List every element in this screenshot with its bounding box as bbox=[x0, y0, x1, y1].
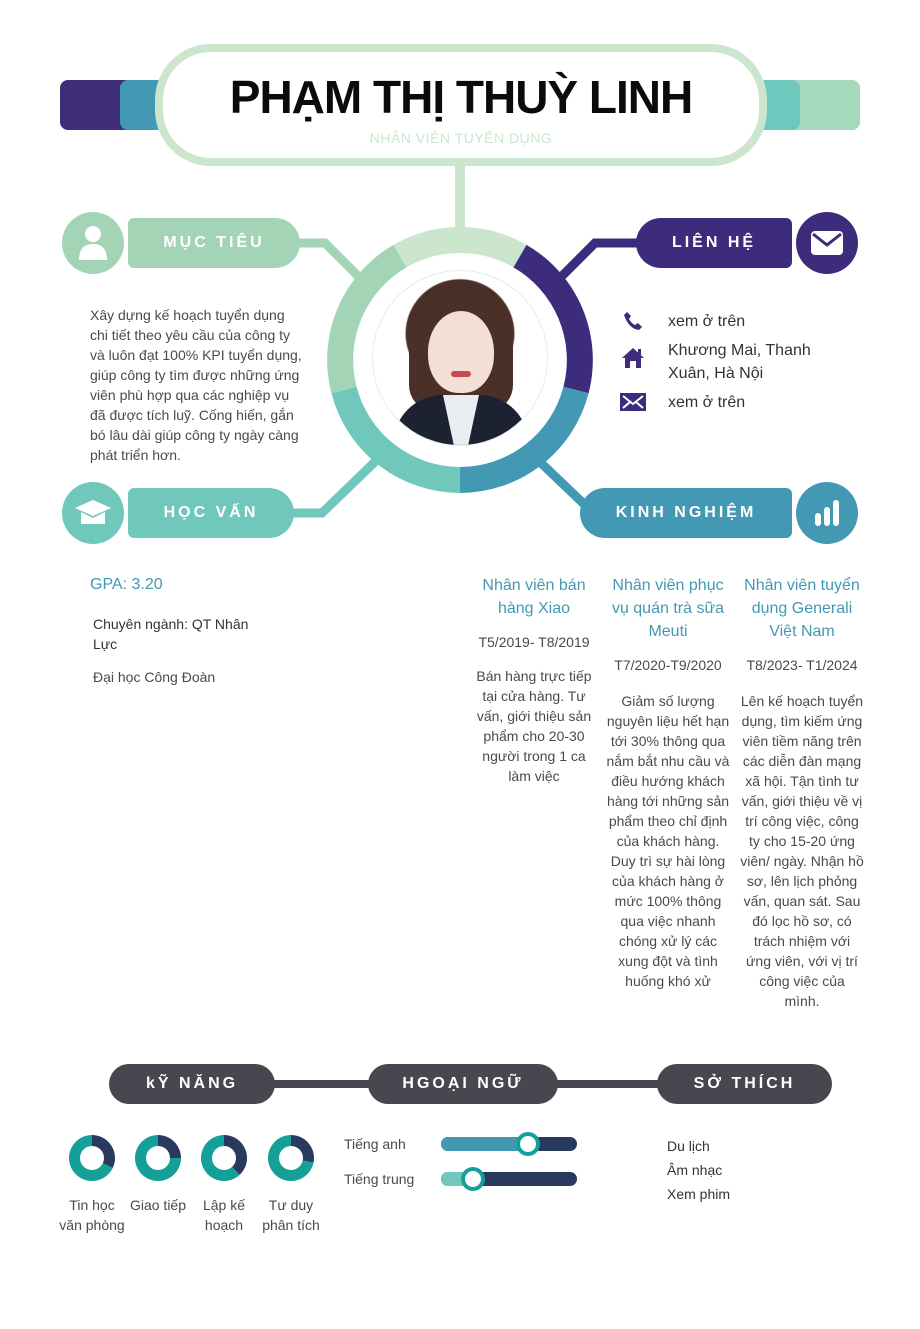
graduation-cap-icon bbox=[62, 482, 124, 544]
contact-email-text: xem ở trên bbox=[668, 394, 746, 411]
education-school: Đại học Công Đoàn bbox=[93, 669, 216, 685]
job-title: Nhân viên bán hàng Xiao bbox=[482, 577, 586, 617]
education-major: Chuyên ngành: QT Nhân Lực bbox=[93, 616, 249, 652]
envelope-icon bbox=[620, 391, 646, 413]
skill-label: Tin học văn phòng bbox=[59, 1197, 125, 1233]
skill-donut-4 bbox=[268, 1135, 314, 1181]
candidate-name: PHẠM THỊ THUỲ LINH bbox=[229, 71, 693, 123]
job-title: Nhân viên phục vụ quán trà sữa Meuti bbox=[611, 577, 725, 640]
bar-chart-icon bbox=[796, 482, 858, 544]
section-header-education: HỌC VẤN bbox=[128, 488, 294, 538]
skill-label: Giao tiếp bbox=[129, 1197, 187, 1213]
section-header-contact: LIÊN HỆ bbox=[636, 218, 792, 268]
candidate-role: NHÂN VIÊN TUYỂN DỤNG bbox=[369, 130, 553, 146]
contact-address-text: Khương Mai, Thanh Xuân, Hà Nội bbox=[668, 342, 811, 382]
contact-email bbox=[620, 391, 828, 414]
experience-job-2 bbox=[606, 574, 730, 991]
objective-text: Xây dựng kế hoạch tuyển dụng chi tiết theo yêu cầu của công ty và luôn đạt 100% KPI tuyển dụng, giúp công ty tìm được những ứng viên phù hợp qua các nghiệp vụ đã được tích luỹ. Cống hiến, gắn bó lâu dài giúp công ty ngày càng phát triển hơn. bbox=[90, 307, 302, 463]
section-header-languages: HGOẠI NGỮ bbox=[368, 1064, 558, 1104]
job-title: Nhân viên tuyển dụng Generali Việt Nam bbox=[744, 577, 860, 640]
section-header-skills: kỸ NĂNG bbox=[109, 1064, 275, 1104]
skill-label: Lập kế hoạch bbox=[202, 1197, 246, 1233]
skill-label: Tư duy phân tích bbox=[262, 1197, 320, 1233]
mail-icon bbox=[796, 212, 858, 274]
section-header-experience: KINH NGHIỆM bbox=[580, 488, 792, 538]
home-icon bbox=[620, 347, 646, 369]
profile-photo bbox=[372, 270, 548, 446]
section-header-objective: MỤC TIÊU bbox=[128, 218, 300, 268]
job-description: Lên kế hoạch tuyển dụng, tìm kiếm ứng viên tiềm năng trên các diễn đàn mạng xã hội. Tận tình tư vấn, giới thiệu về vị trí công việc, công ty cho 15-20 ứng viên/ ngày. Nhận hồ sơ, lên lịch phỏng vấn, quan sát. Sau đó lọc hồ sơ, có trách nhiệm với ứng viên, với vị trí công việc của mình. bbox=[740, 693, 864, 1009]
education-gpa: GPA: 3.20 bbox=[90, 576, 163, 593]
slider-knob bbox=[461, 1167, 485, 1191]
experience-job-3 bbox=[740, 574, 864, 1011]
job-description: Bán hàng trực tiếp tại cửa hàng. Tư vấn, giới thiệu sản phẩm cho 20-30 người trong 1 ca làm việc bbox=[476, 668, 592, 784]
job-description: Giảm số lượng nguyên liệu hết hạn tới 30% thông qua nắm bắt nhu cầu và điều hướng khách hàng tới những sản phẩm theo chỉ định của khách hàng. Duy trì sự hài lòng của khách hàng ở mức 100% thông qua việc nhanh chóng xử lý các xung đột và tình huống khó xử bbox=[606, 693, 730, 989]
skill-donut-1 bbox=[69, 1135, 115, 1181]
language-label: Tiếng anh bbox=[344, 1136, 406, 1152]
language-label: Tiếng trung bbox=[344, 1171, 415, 1187]
phone-icon bbox=[620, 310, 646, 332]
language-slider-chinese bbox=[441, 1172, 577, 1186]
job-period: T8/2023- T1/2024 bbox=[746, 657, 858, 673]
job-period: T5/2019- T8/2019 bbox=[478, 634, 590, 650]
contact-phone bbox=[620, 310, 828, 333]
job-period: T7/2020-T9/2020 bbox=[614, 657, 722, 673]
hobby-item: Âm nhạc bbox=[667, 1162, 723, 1178]
experience-job-1 bbox=[472, 574, 596, 786]
user-icon bbox=[62, 212, 124, 274]
skill-donut-2 bbox=[135, 1135, 181, 1181]
contact-address bbox=[620, 339, 828, 385]
hobby-item: Xem phim bbox=[667, 1186, 731, 1202]
skill-donut-3 bbox=[201, 1135, 247, 1181]
contact-phone-text: xem ở trên bbox=[668, 313, 746, 330]
slider-knob bbox=[516, 1132, 540, 1156]
section-header-hobbies: SỞ THÍCH bbox=[657, 1064, 832, 1104]
hobby-item: Du lịch bbox=[667, 1138, 710, 1154]
language-slider-english bbox=[441, 1137, 577, 1151]
